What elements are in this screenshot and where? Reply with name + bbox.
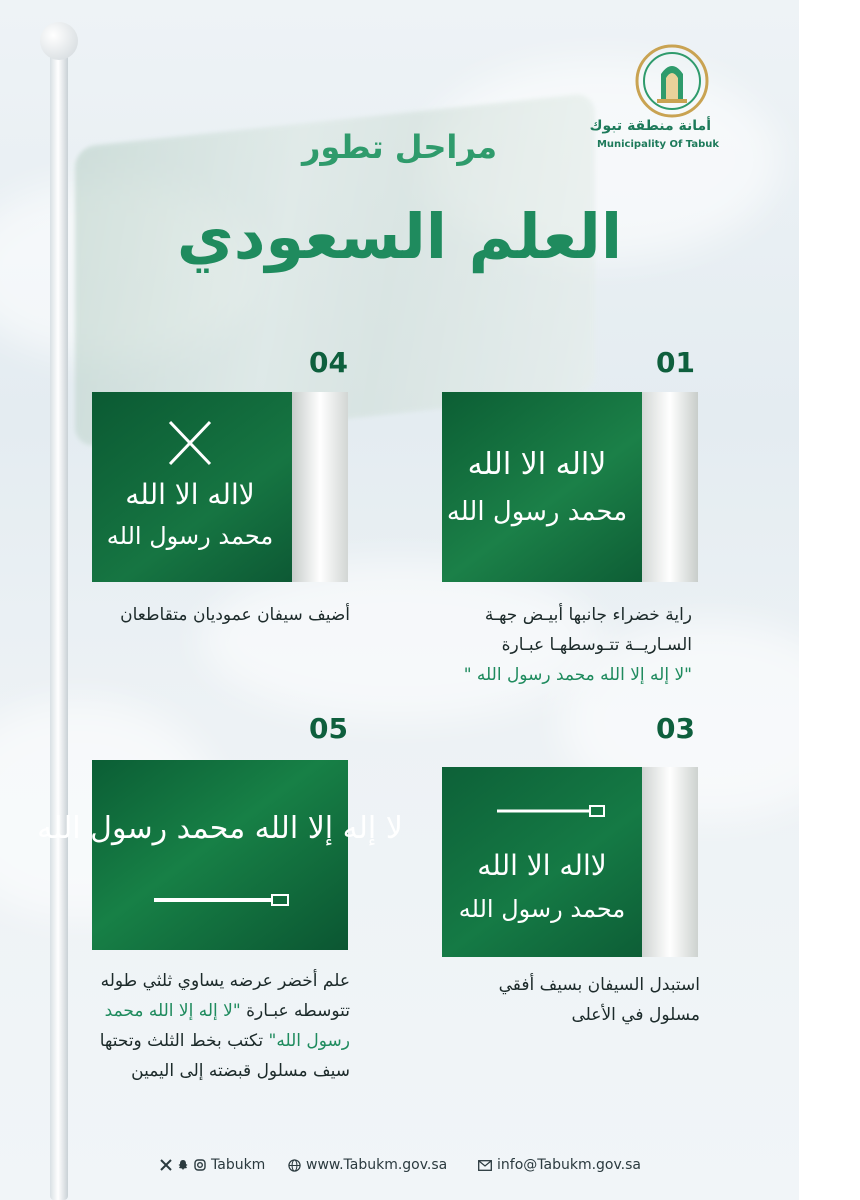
caption-line: علم أخضر عرضه يساوي ثلثي طوله [100, 971, 350, 991]
website-link[interactable]: www.Tabukm.gov.sa [306, 1157, 448, 1173]
page-subtitle: مراحل تطور [301, 128, 498, 166]
stage-number-04: 04 [309, 346, 348, 379]
svg-text:محمد رسول الله: محمد رسول الله [458, 895, 626, 923]
caption-highlight: "لا إله إلا الله محمد رسول الله " [463, 665, 692, 685]
flag-stage-05 [37, 760, 403, 950]
caption-line: استبدل السيفان بسيف أفقي [498, 975, 700, 995]
flag-stage-03 [442, 767, 698, 957]
svg-text:محمد رسول الله: محمد رسول الله [106, 522, 274, 550]
footer-website[interactable] [288, 1153, 447, 1177]
svg-text:لااله الا الله: لااله الا الله [125, 478, 255, 511]
flag-stage-04 [92, 392, 348, 582]
svg-text:لا إله إلا الله محمد رسول الله: لا إله إلا الله محمد رسول الله [37, 811, 403, 846]
caption-highlight: رسول الله" [268, 1031, 350, 1051]
page-title: العلم السعودي [176, 200, 623, 273]
stage-number-05: 05 [309, 712, 348, 745]
stage-caption-04 [90, 600, 350, 630]
caption-text: تتوسطه عبـارة [240, 1001, 350, 1021]
stage-number-01: 01 [656, 346, 695, 379]
caption-line [90, 1026, 350, 1056]
stage-caption-03 [440, 970, 700, 1030]
social-handle: Tabukm [211, 1157, 266, 1173]
x-twitter-icon [160, 1159, 172, 1171]
caption-line: مسلول في الأعلى [571, 1005, 700, 1025]
caption-line: السـاريــة تتـوسطهـا عبـارة [501, 635, 692, 655]
caption-highlight: "لا إله إلا الله محمد [104, 1001, 241, 1021]
caption-text: تكتب بخط الثلث وتحتها [99, 1031, 269, 1051]
caption-line [90, 996, 350, 1026]
svg-text:لااله الا الله: لااله الا الله [467, 447, 607, 482]
svg-text:لااله الا الله: لااله الا الله [477, 849, 607, 882]
flag-stage-01 [442, 392, 698, 582]
caption-line: أضيف سيفان عموديان متقاطعان [120, 605, 350, 625]
flag-pole-finial [40, 22, 78, 60]
email-link[interactable]: info@Tabukm.gov.sa [497, 1157, 641, 1173]
footer-email[interactable] [478, 1153, 641, 1177]
footer-social[interactable] [160, 1153, 265, 1177]
stage-caption-01 [432, 600, 692, 690]
caption-line: راية خضراء جانبها أبيـض جهـة [484, 605, 692, 625]
instagram-icon [194, 1159, 206, 1171]
stage-number-03: 03 [656, 712, 695, 745]
brand-name-arabic: أمانة منطقة تبوك [589, 118, 711, 134]
mail-icon [478, 1160, 492, 1171]
municipality-logo-icon [635, 44, 709, 118]
caption-line: سيف مسلول قبضته إلى اليمين [131, 1061, 350, 1081]
svg-text:محمد رسول الله: محمد رسول الله [446, 497, 628, 527]
stage-caption-05 [90, 966, 350, 1086]
brand-name-english: Municipality Of Tabuk [596, 139, 719, 150]
snapchat-icon [177, 1159, 189, 1171]
globe-icon [288, 1159, 301, 1172]
